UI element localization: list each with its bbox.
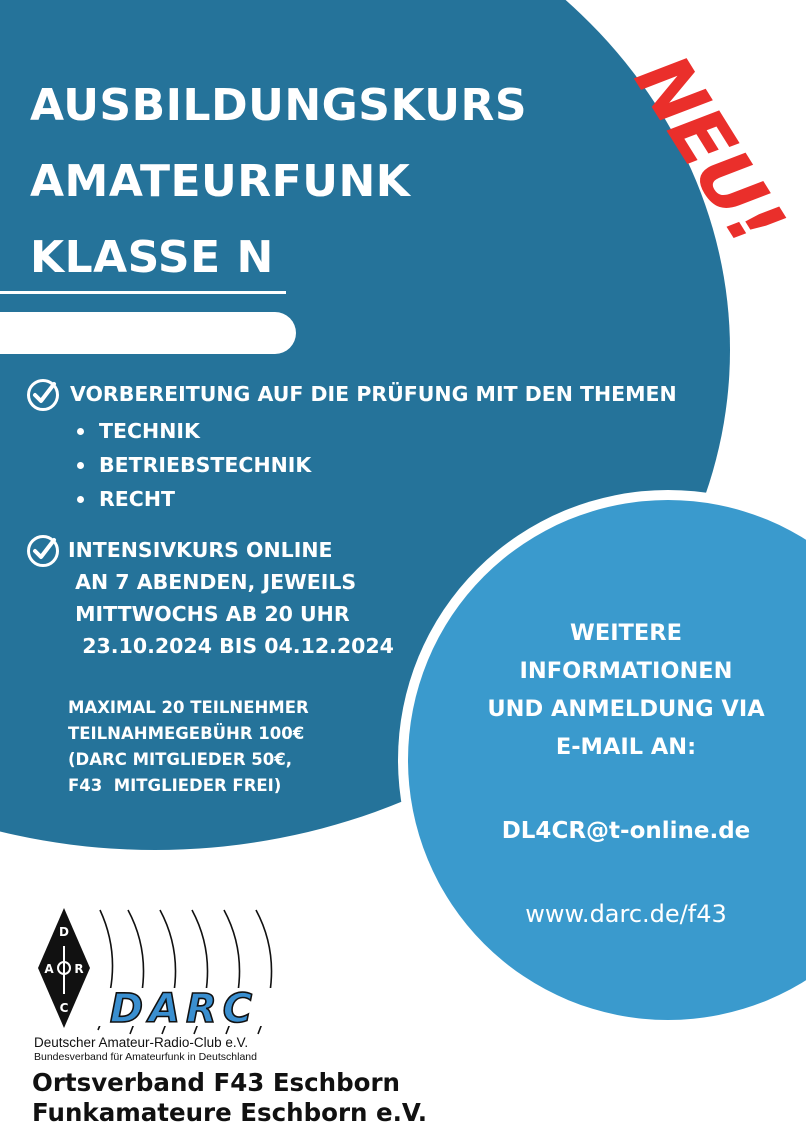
poster-title: [30, 68, 527, 296]
decorative-bar: [0, 312, 296, 354]
list-item: BETRIEBSTECHNIK: [72, 448, 311, 482]
contact-info-text: [446, 614, 806, 766]
title-divider: [0, 291, 286, 294]
logo-wordmark: DARC: [109, 986, 259, 1032]
check-circle-icon: [26, 378, 60, 412]
logo-letter: C: [59, 1001, 69, 1015]
topic-list: [72, 414, 311, 516]
new-badge: NEU!: [617, 39, 802, 260]
contact-line: INFORMATIONEN: [519, 658, 733, 684]
logo-org-tagline: Bundesverband für Amateurfunk in Deutschland: [34, 1051, 257, 1063]
website-link[interactable]: www.darc.de/f43: [525, 900, 727, 928]
logo-letter: D: [59, 925, 69, 939]
logo-letter: A: [44, 962, 54, 976]
section-prep-heading: VORBEREITUNG AUF DIE PRÜFUNG MIT DEN THEMEN: [70, 382, 677, 406]
title-line-2: AMATEURFUNK: [30, 156, 411, 207]
club-name: Funkamateure Eschborn e.V.: [32, 1098, 428, 1127]
contact-email-link[interactable]: DL4CR@t-online.de: [501, 818, 751, 844]
fee-line: MAXIMAL 20 TEILNEHMER: [68, 698, 309, 717]
fee-line: TEILNAHMEGEBÜHR 100€: [68, 724, 305, 743]
course-details: [68, 534, 394, 662]
logo-org-name: Deutscher Amateur-Radio-Club e.V.: [34, 1035, 249, 1050]
course-line: MITTWOCHS AB 20 UHR: [68, 602, 350, 626]
contact-line: UND ANMELDUNG VIA: [487, 696, 765, 722]
course-line: INTENSIVKURS ONLINE: [68, 538, 333, 562]
course-line: AN 7 ABENDEN, JEWEILS: [68, 570, 357, 594]
darc-logo: [34, 906, 290, 1046]
contact-line: WEITERE: [570, 620, 682, 646]
course-line: 23.10.2024 BIS 04.12.2024: [68, 634, 394, 658]
fee-line: (DARC MITGLIEDER 50€,: [68, 750, 292, 769]
list-item: TECHNIK: [72, 414, 311, 448]
contact-line: E-MAIL AN:: [555, 734, 697, 760]
fee-details: [68, 695, 309, 799]
title-line-3: KLASSE N: [30, 232, 274, 283]
list-item: RECHT: [72, 482, 311, 516]
logo-letter: R: [74, 962, 84, 976]
check-circle-icon: [26, 534, 60, 568]
fee-line: F43 MITGLIEDER FREI): [68, 776, 282, 795]
club-local-chapter: Ortsverband F43 Eschborn: [32, 1068, 400, 1097]
title-line-1: AUSBILDUNGSKURS: [30, 80, 528, 131]
